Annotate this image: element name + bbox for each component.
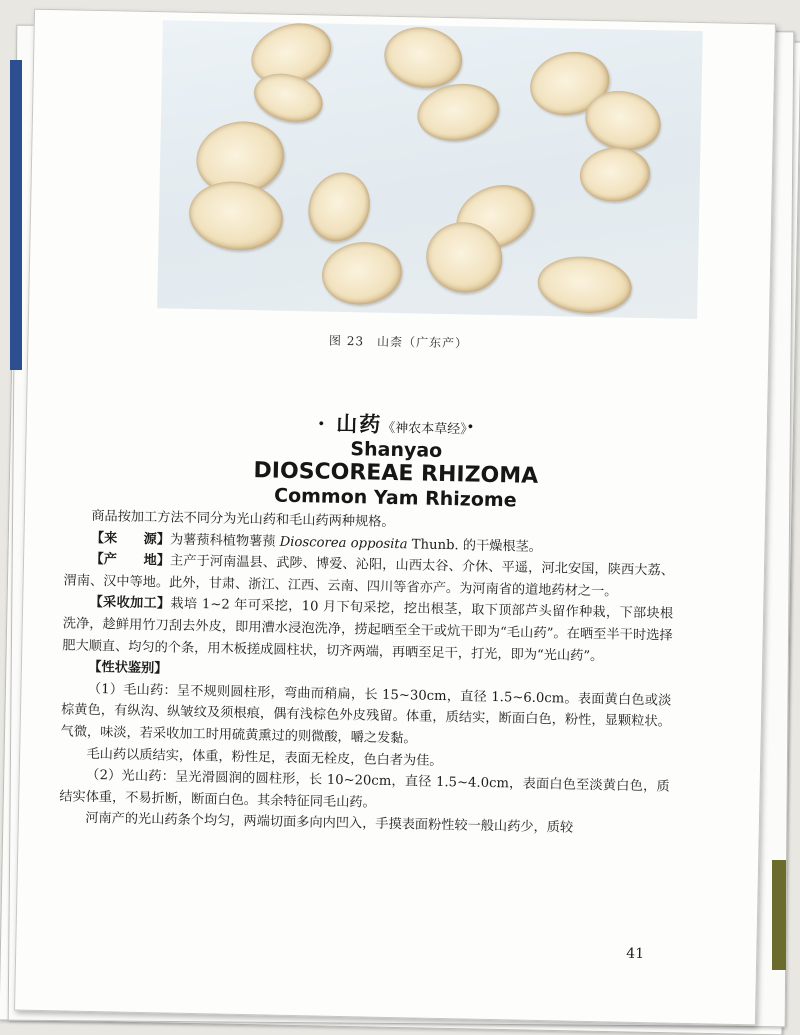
classic-source: 《神农本草经》 xyxy=(381,420,467,438)
origin-label: 【产 地】 xyxy=(90,552,171,569)
specimen-photo xyxy=(157,20,703,319)
rhizome-slice xyxy=(380,22,467,94)
origin-text: 主产于河南温县、武陟、博爱、沁阳，山西太谷、介休、平遥，河北安国，陕西大荔、渭南、汉中等地。此外，甘肃、浙江、江西、云南、四川等省亦产。为河南省的道地药材之一。 xyxy=(63,553,675,600)
monograph-heading xyxy=(25,402,767,517)
item1-paragraph xyxy=(60,678,671,755)
item2-text: 呈光滑圆润的圆柱形，长 10~20cm，直径 1.5~4.0cm，表面白色至淡黄白色，质结实体重，不易折断，断面白色。其余特征同毛山药。 xyxy=(59,769,670,811)
book-page xyxy=(14,9,776,1026)
title-dot: · xyxy=(466,413,477,439)
monograph-body xyxy=(59,505,675,841)
rhizome-slice xyxy=(185,176,287,255)
book-cover-edge xyxy=(10,60,22,370)
rhizome-slice xyxy=(299,163,380,250)
rhizome-slice xyxy=(535,253,634,317)
harvest-text: 栽培 1~2 年可采挖，10 月下旬采挖，挖出根茎，取下顶部芦头留作种栽，下部块根洗净，趁鲜用竹刀刮去外皮，即用漕水浸泡洗净，捞起晒至全干或炕干即为“毛山药”。在晒至半干时选择肥大顺直、均匀的个条，用木板搓成圆柱状，切齐两端，再晒至足干，打光，即为“光山药”。 xyxy=(62,596,674,664)
english-name: Common Yam Rhizome xyxy=(273,484,517,512)
species-name: Dioscorea opposita xyxy=(279,534,408,552)
intro-paragraph: 商品按加工方法不同分为光山药和毛山药两种规格。 xyxy=(91,508,395,531)
rhizome-slice xyxy=(318,238,405,309)
item1-quality: 毛山药以质结实，体重，粉性足，表面无栓皮，色白者为佳。 xyxy=(86,746,443,769)
item2-label: （2）光山药： xyxy=(85,767,176,785)
source-label: 【来 源】 xyxy=(90,530,171,548)
rhizome-slice xyxy=(413,78,503,146)
latin-name: DIOSCOREAE RHIZOMA xyxy=(253,458,539,489)
book-cover-edge xyxy=(772,860,786,970)
item1-label: （1）毛山药： xyxy=(87,681,177,699)
harvest-paragraph xyxy=(62,592,673,669)
identification-label: 【性状鉴别】 xyxy=(88,660,168,677)
pinyin-name: Shanyao xyxy=(350,438,443,462)
figure-caption: 图 23 山柰（广东产） xyxy=(328,333,469,351)
item2-note: 河南产的光山药条个均匀，两端切面多向内凹入，手摸表面粉性较一般山药少，质较 xyxy=(85,811,574,836)
source-text: 为薯蓣科植物薯蓣 xyxy=(169,532,280,550)
page-number: 41 xyxy=(626,945,645,963)
harvest-label: 【采收加工】 xyxy=(89,595,171,612)
herb-name: · 山药 xyxy=(317,410,383,437)
item1-text: 呈不规则圆柱形，弯曲而稍扁，长 15~30cm，直径 1.5~6.0cm。表面黄白色或淡棕黄色，有纵沟、纵皱纹及须根痕，偶有浅棕色外皮残留。体重，质结实，断面白色，粉性，显颗粒状。气微，味淡，若采收加工时用硫黄熏过的则微酸，嚼之发黏。 xyxy=(60,683,672,747)
rhizome-slice xyxy=(578,145,652,205)
source-text-end: Thunb. 的干燥根茎。 xyxy=(407,536,543,555)
